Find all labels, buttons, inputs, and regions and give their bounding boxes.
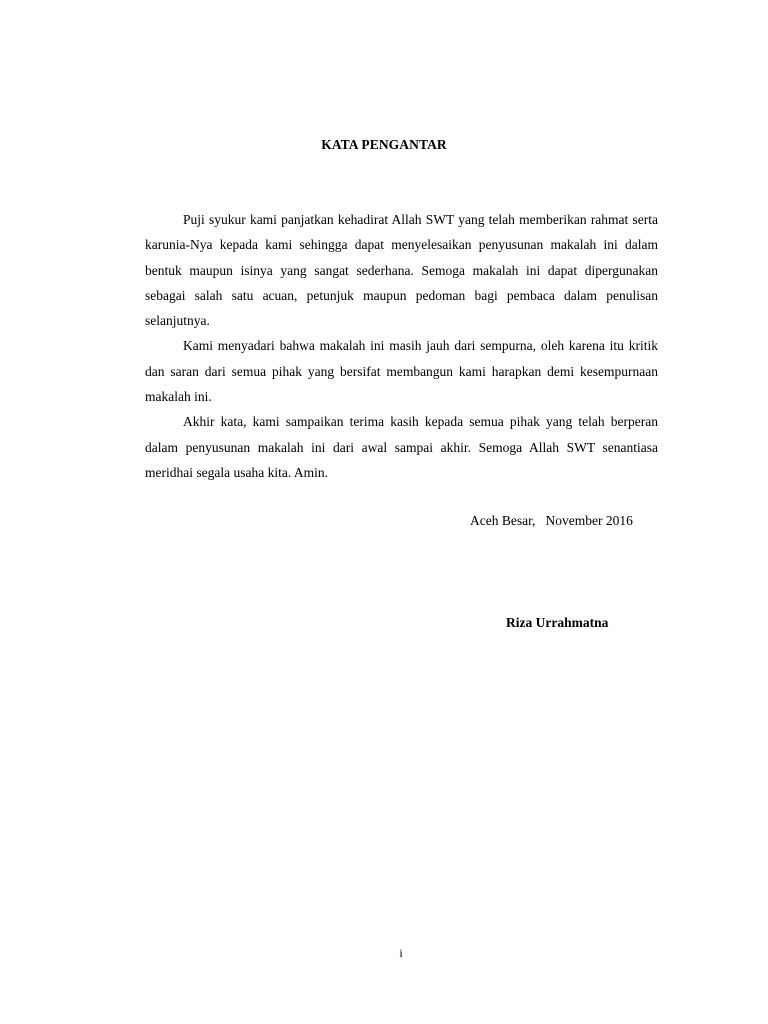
paragraph-1: Puji syukur kami panjatkan kehadirat Allah SWT yang telah memberikan rahmat serta karunia-Nya kepada kami sehingga dapat menyelesaikan penyusunan makalah ini dalam bentuk maupun isinya yang sangat sederhana. Semoga makalah ini dapat dipergunakan sebagai salah satu acuan, petunjuk maupun pedoman bagi pembaca dalam penulisan selanjutnya. xyxy=(145,212,658,329)
paragraph-2: Kami menyadari bahwa makalah ini masih jauh dari sempurna, oleh karena itu kritik dan saran dari semua pihak yang bersifat membangun kami harapkan demi kesempurnaan makalah ini. xyxy=(145,338,658,405)
body-text xyxy=(145,207,658,485)
page-number: i xyxy=(399,946,403,960)
page-title: KATA PENGANTAR xyxy=(321,137,447,152)
signer-name: Riza Urrahmatna xyxy=(506,615,609,630)
place-date: Aceh Besar, November 2016 xyxy=(470,513,633,528)
paragraph-3: Akhir kata, kami sampaikan terima kasih kepada semua pihak yang telah berperan dalam penyusunan makalah ini dari awal sampai akhir. Semoga Allah SWT senantiasa meridhai segala usaha kita. Amin. xyxy=(145,414,658,480)
